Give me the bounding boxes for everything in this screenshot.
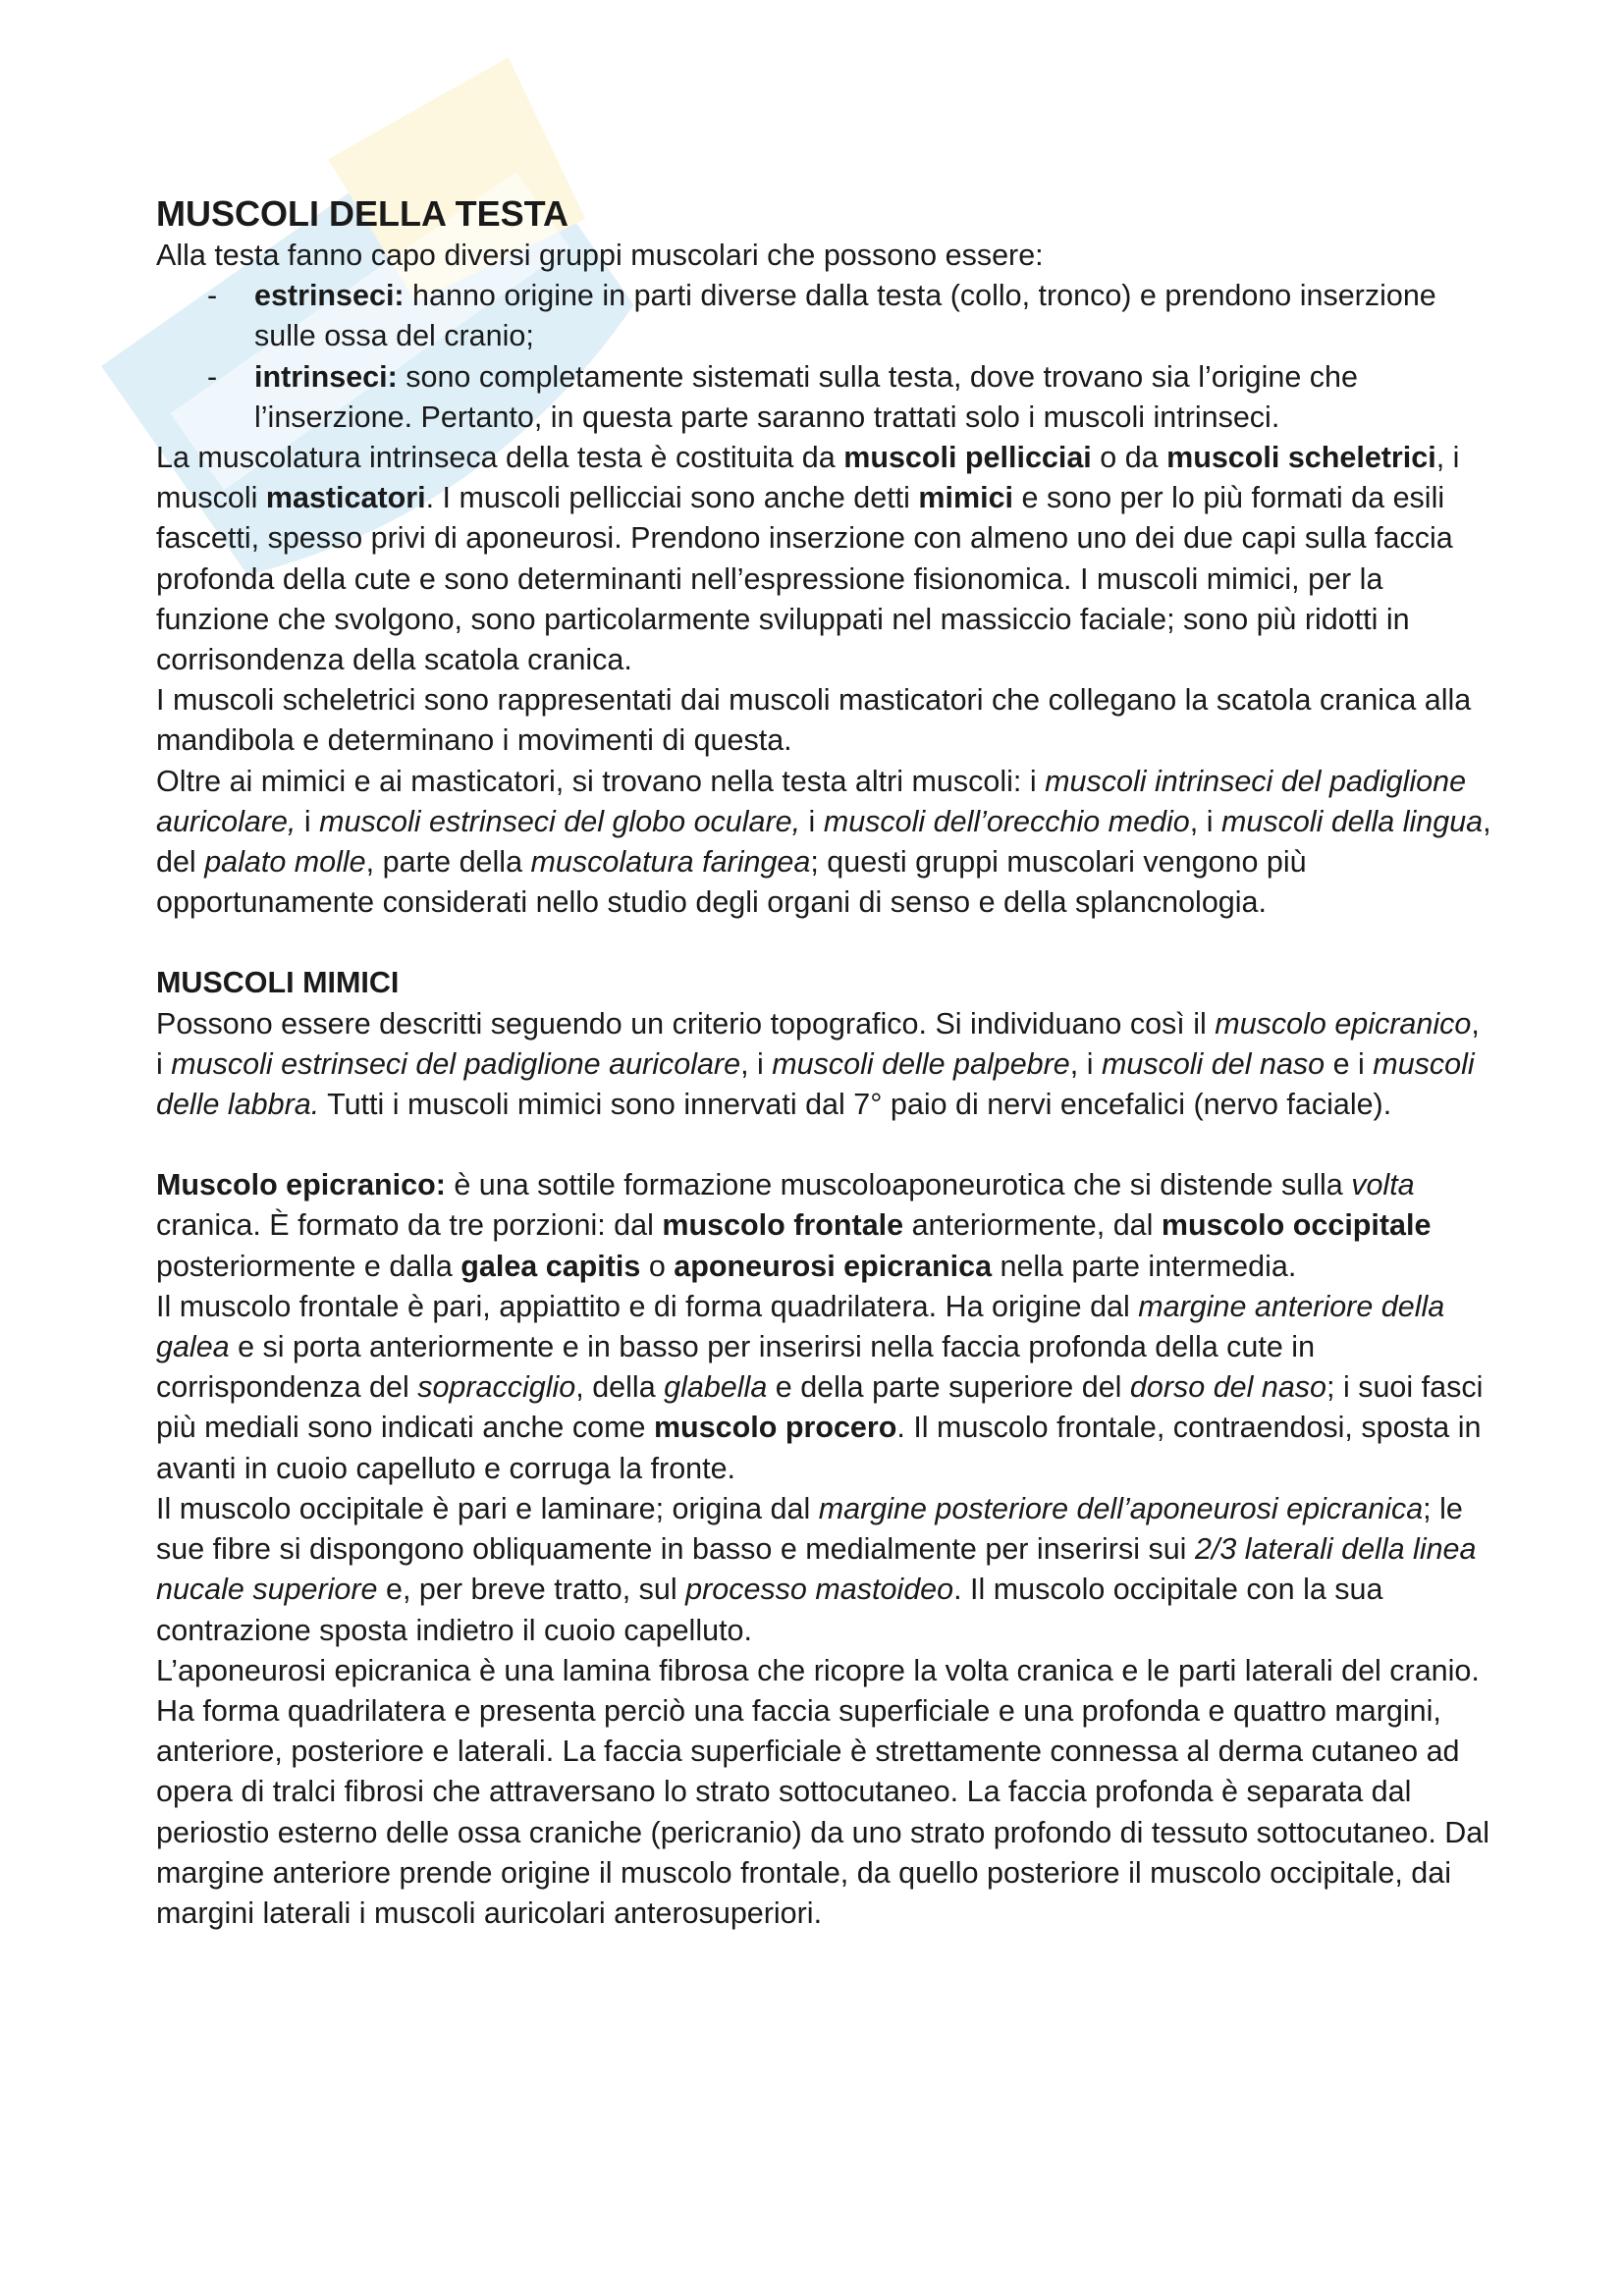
document-page bbox=[156, 192, 1491, 1934]
paragraph-altri-muscoli: Oltre ai mimici e ai masticatori, si trovano nella testa altri muscoli: i muscoli intrinseci del padiglione auricolare, i muscoli estrinseci del globo oculare, i muscoli dell’orecchio medio, i muscoli della lingua, del palato molle, parte della muscolatura faringea; questi gruppi muscolari vengono più opportunamente considerati nello studio degli organi di senso e della splancnologia. bbox=[156, 764, 1491, 920]
term-intrinseci: intrinseci: bbox=[254, 359, 398, 394]
paragraph-frontale: Il muscolo frontale è pari, appiattito e di forma quadrilatera. Ha origine dal margine anteriore della galea e si porta anteriormente e in basso per inserirsi nella faccia profonda della cute in corrispondenza del sopracciglio, della glabella e della parte superiore del dorso del naso; i suoi fasci più mediali sono indicati anche come muscolo procero. Il muscolo frontale, contraendosi, sposta in avanti in cuoio capelluto e corruga la fronte. bbox=[156, 1289, 1484, 1485]
section-heading-mimici: MUSCOLI MIMICI bbox=[156, 966, 400, 1000]
bullet-dash: - bbox=[207, 279, 218, 313]
list-item-text: sono completamente sistemati sulla testa, dove trovano sia l’origine che l’inserzione. Pertanto, in questa parte saranno trattati solo i muscoli intrinseci. bbox=[254, 359, 1358, 434]
muscle-group-list bbox=[156, 276, 1491, 438]
paragraph-muscolatura-intrinseca: La muscolatura intrinseca della testa è costituita da muscoli pellicciai o da muscoli scheletrici, i muscoli masticatori. I muscoli pellicciai sono anche detti mimici e sono per lo più formati da esili fascetti, spesso privi di aponeurosi. Prendono inserzione con almeno uno dei due capi sulla faccia profonda della cute e sono determinanti nell’espressione fisionomica. I muscoli mimici, per la funzione che svolgono, sono particolarmente sviluppati nel massiccio faciale; sono più ridotti in corrisondenza della scatola cranica. bbox=[156, 441, 1460, 677]
list-item bbox=[156, 357, 1491, 438]
list-item bbox=[156, 276, 1491, 356]
page-title: MUSCOLI DELLA TESTA bbox=[156, 193, 568, 234]
paragraph-muscoli-scheletrici: I muscoli scheletrici sono rappresentati dai muscoli masticatori che collegano la scatola cranica alla mandibola e determinano i movimenti di questa. bbox=[156, 683, 1472, 758]
paragraph-spacer bbox=[156, 1125, 1491, 1165]
term-estrinseci: estrinseci: bbox=[254, 279, 405, 313]
list-item-text: hanno origine in parti diverse dalla testa (collo, tronco) e prendono inserzione sulle ossa del cranio; bbox=[254, 279, 1436, 353]
paragraph-occipitale: Il muscolo occipitale è pari e laminare; origina dal margine posteriore dell’aponeurosi epicranica; le sue fibre si dispongono obliquamente in basso e medialmente per inserirsi sui 2/3 laterali della linea nucale superiore e, per breve tratto, sul processo mastoideo. Il muscolo occipitale con la sua contrazione sposta indietro il cuoio capelluto. bbox=[156, 1491, 1477, 1647]
paragraph-epicranico: Muscolo epicranico: è una sottile formazione muscoloaponeurotica che si distende sulla volta cranica. È formato da tre porzioni: dal muscolo frontale anteriormente, dal muscolo occipitale posteriormente e dalla galea capitis o aponeurosi epicranica nella parte intermedia. bbox=[156, 1168, 1432, 1283]
paragraph-mimici: Possono essere descritti seguendo un criterio topografico. Si individuano così il muscolo epicranico, i muscoli estrinseci del padiglione auricolare, i muscoli delle palpebre, i muscoli del naso e i muscoli delle labbra. Tutti i muscoli mimici sono innervati dal 7° paio di nervi encefalici (nervo faciale). bbox=[156, 1006, 1480, 1122]
intro-paragraph: Alla testa fanno capo diversi gruppi muscolari che possono essere: bbox=[156, 239, 1044, 272]
paragraph-aponeurosi: L’aponeurosi epicranica è una lamina fibrosa che ricopre la volta cranica e le parti laterali del cranio. Ha forma quadrilatera e presenta perciò una faccia superficiale e una profonda e quattro margini, anteriore, posteriore e laterali. La faccia superficiale è strettamente connessa al derma cutaneo ad opera di tralci fibrosi che attraversano lo strato sottocutaneo. La faccia profonda è separata dal periostio esterno delle ossa craniche (pericranio) da uno strato profondo di tessuto sottocutaneo. Dal margine anteriore prende origine il muscolo frontale, da quello posteriore il muscolo occipitale, dai margini laterali i muscoli auricolari anterosuperiori. bbox=[156, 1653, 1490, 1930]
bullet-dash: - bbox=[207, 359, 218, 394]
